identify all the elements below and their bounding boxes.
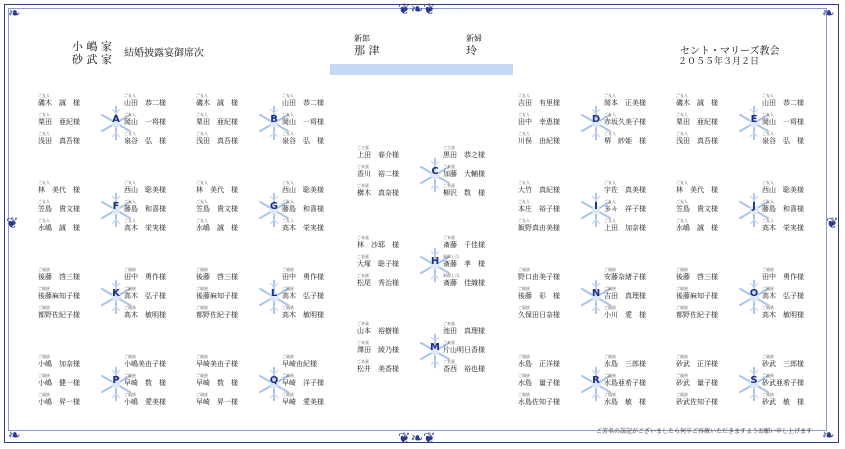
- guest-name: 後藤 彩 様: [518, 292, 560, 300]
- guest-name: 高木 弘子様: [762, 292, 804, 300]
- guest-group: ご来賓: [443, 321, 455, 326]
- guest-name: 笠島 貴文様: [196, 205, 238, 213]
- guest-name: 大竹 真紀様: [518, 186, 560, 194]
- guest-name: 多々 祥子様: [604, 205, 646, 213]
- guest-name: 藤島 和喜様: [124, 205, 166, 213]
- table-d: [516, 93, 666, 153]
- guest-name: 都野佐紀子様: [676, 311, 718, 319]
- guest-name: 西山 聡美様: [762, 186, 804, 194]
- guest-group: ご親族: [676, 392, 688, 397]
- guest-name: 磯木 誠 様: [38, 99, 80, 107]
- guest-group: ご親族: [518, 392, 530, 397]
- guest-group: ご親族: [282, 286, 294, 291]
- guest-group: ご親族: [124, 373, 136, 378]
- guest-group: ご友人: [38, 180, 50, 185]
- guest-group: ご親族: [38, 373, 50, 378]
- guest-group: ご友人: [762, 131, 774, 136]
- guest-name: 斎藤 佳織様: [443, 279, 485, 287]
- guest-group: ご来賓: [443, 183, 455, 188]
- guest-name: 水島 三郎様: [604, 360, 646, 368]
- guest-name: 上田 春介様: [357, 151, 399, 159]
- table-e: [674, 93, 824, 153]
- groom-role: 新郎: [354, 34, 370, 43]
- guest-group: ご親族: [676, 373, 688, 378]
- guest-group: ご親族: [604, 354, 616, 359]
- guest-name: 浅田 真吾様: [676, 137, 718, 145]
- table-j: [674, 180, 824, 240]
- guest-group: ご友人: [196, 112, 208, 117]
- family-left-2: 砂 武 家: [72, 53, 112, 66]
- guest-name: 栗田 亜紀様: [38, 118, 80, 126]
- guest-name: 高木 弘子様: [282, 292, 324, 300]
- guest-name: 高木 敏明様: [762, 311, 804, 319]
- guest-name: 磯木 誠 様: [196, 99, 238, 107]
- guest-group: ご主賓: [443, 145, 455, 150]
- guest-group: ご来賓: [443, 359, 455, 364]
- guest-group: ご友人: [124, 131, 136, 136]
- guest-group: ご親族: [282, 373, 294, 378]
- guest-name: 上田 加奈様: [604, 224, 646, 232]
- table-label: Q: [269, 375, 279, 386]
- guest-group: ご友人: [762, 112, 774, 117]
- table-s: [674, 354, 824, 414]
- table-h: [355, 235, 505, 295]
- guest-group: ご親族: [762, 373, 774, 378]
- guest-name: 泉谷 弘 様: [124, 137, 166, 145]
- guest-group: ご来賓: [357, 164, 369, 169]
- table-label: R: [592, 375, 600, 386]
- guest-name: 本庄 裕子様: [518, 205, 560, 213]
- side-ornament-right: ❦: [826, 214, 839, 232]
- guest-name: 高木 敏明様: [282, 311, 324, 319]
- guest-name: 後藤麻知子様: [196, 292, 238, 300]
- table-a: [36, 93, 186, 153]
- guest-group: ご友人: [38, 199, 50, 204]
- guest-name: 山田 恭二様: [762, 99, 804, 107]
- guest-group: ご親族: [762, 267, 774, 272]
- guest-group: ご親族: [518, 354, 530, 359]
- corner-ornament-bl: ❧: [8, 426, 21, 444]
- guest-group: 新郎上司: [443, 254, 459, 259]
- guest-group: ご友人: [762, 199, 774, 204]
- guest-name: 後藤 啓三様: [196, 273, 238, 281]
- table-c: [355, 145, 505, 205]
- guest-group: ご来賓: [443, 164, 455, 169]
- guest-group: ご友人: [38, 93, 50, 98]
- guest-name: 笠島 貴文様: [676, 205, 718, 213]
- guest-name: 田中 勇作様: [124, 273, 166, 281]
- guest-group: ご親族: [518, 286, 530, 291]
- guest-name: 香西 裕也様: [443, 365, 485, 373]
- guest-name: 林 美代 様: [676, 186, 718, 194]
- guest-name: 高木 栄実様: [124, 224, 166, 232]
- guest-group: ご親族: [38, 267, 50, 272]
- guest-group: ご友人: [196, 131, 208, 136]
- guest-group: ご来賓: [443, 340, 455, 345]
- guest-name: 早崎 愛美様: [282, 398, 324, 406]
- guest-group: ご友人: [604, 131, 616, 136]
- top-ornament: ❦❧❦: [398, 0, 436, 18]
- table-label: F: [112, 201, 120, 212]
- guest-group: ご友人: [676, 199, 688, 204]
- guest-name: 宇佐 真美様: [604, 186, 646, 194]
- guest-name: 藤島 和喜様: [762, 205, 804, 213]
- guest-group: ご友人: [518, 112, 530, 117]
- guest-group: ご来賓: [357, 273, 369, 278]
- table-m: [355, 321, 505, 381]
- guest-group: ご友人: [282, 93, 294, 98]
- guest-name: 砂武 三郎様: [762, 360, 804, 368]
- guest-group: ご友人: [282, 131, 294, 136]
- head-table-bar: [330, 64, 513, 75]
- guest-group: ご親族: [124, 286, 136, 291]
- guest-group: ご親族: [196, 305, 208, 310]
- table-q: [194, 354, 344, 414]
- guest-name: 田中 勇作様: [762, 273, 804, 281]
- guest-group: ご親族: [124, 392, 136, 397]
- table-label: E: [750, 114, 758, 125]
- guest-name: 大塚 聡子様: [357, 260, 399, 268]
- side-ornament-left: ❦: [6, 214, 19, 232]
- guest-group: ご親族: [196, 392, 208, 397]
- table-label: K: [112, 288, 120, 299]
- guest-group: ご親族: [604, 286, 616, 291]
- table-r: [516, 354, 666, 414]
- guest-group: ご親族: [676, 305, 688, 310]
- event-date: ２０５５年３月２日: [678, 57, 760, 67]
- guest-group: ご友人: [196, 93, 208, 98]
- guest-name: 田中 勇作様: [282, 273, 324, 281]
- guest-group: ご友人: [124, 180, 136, 185]
- guest-group: ご親族: [676, 286, 688, 291]
- guest-name: 斎藤 孝 様: [443, 260, 485, 268]
- guest-name: 早崎 洋子様: [282, 379, 324, 387]
- venue-name: セント・マリーズ教会: [680, 46, 780, 57]
- guest-group: ご友人: [676, 131, 688, 136]
- guest-group: ご友人: [124, 199, 136, 204]
- guest-group: ご親族: [124, 267, 136, 272]
- guest-name: 高木 栄実様: [762, 224, 804, 232]
- guest-name: 早崎由紀様: [282, 360, 317, 368]
- guest-name: 横木 真奈様: [357, 189, 399, 197]
- footer-note: ご芳名の誤記がございましたら何卒ご容赦いただきますようお願い申し上げます: [596, 428, 813, 435]
- guest-name: 岡山 一将様: [762, 118, 804, 126]
- guest-name: 水嶋 誠 様: [38, 224, 80, 232]
- table-g: [194, 180, 344, 240]
- guest-name: 小嶋 愛美様: [124, 398, 166, 406]
- guest-group: ご主賓: [357, 145, 369, 150]
- table-label: B: [270, 114, 278, 125]
- guest-group: ご親族: [196, 286, 208, 291]
- guest-group: ご友人: [196, 199, 208, 204]
- guest-group: ご友人: [282, 199, 294, 204]
- guest-name: 山田 恭二様: [124, 99, 166, 107]
- guest-group: ご親族: [676, 354, 688, 359]
- guest-name: 山田 恭二様: [282, 99, 324, 107]
- guest-name: 野口由美子様: [518, 273, 560, 281]
- guest-group: ご親族: [196, 354, 208, 359]
- guest-name: 香川 裕二様: [357, 170, 399, 178]
- guest-group: ご親族: [604, 267, 616, 272]
- guest-group: ご友人: [282, 218, 294, 223]
- guest-name: 後藤 啓三様: [38, 273, 80, 281]
- table-label: J: [752, 201, 756, 212]
- guest-name: 斎藤 千佳様: [443, 241, 485, 249]
- guest-name: 西山 聡美様: [124, 186, 166, 194]
- guest-name: 池田 真理様: [443, 327, 485, 335]
- guest-group: ご友人: [124, 112, 136, 117]
- guest-group: ご親族: [762, 354, 774, 359]
- guest-group: ご友人: [604, 180, 616, 185]
- guest-group: ご友人: [676, 180, 688, 185]
- guest-name: 砂武 正洋様: [676, 360, 718, 368]
- guest-name: 藤島 和喜様: [282, 205, 324, 213]
- guest-name: 水島 量子様: [518, 379, 560, 387]
- guest-name: 林 美代 様: [196, 186, 238, 194]
- guest-name: 笠島 貴文様: [38, 205, 80, 213]
- guest-group: ご親族: [604, 305, 616, 310]
- guest-name: 栗田 亜紀様: [196, 118, 238, 126]
- table-i: [516, 180, 666, 240]
- guest-group: ご友人: [518, 93, 530, 98]
- guest-group: ご親族: [38, 392, 50, 397]
- table-k: [36, 267, 186, 327]
- table-f: [36, 180, 186, 240]
- guest-group: ご友人: [518, 180, 530, 185]
- guest-group: ご友人: [676, 218, 688, 223]
- guest-name: 小嶋 健一様: [38, 379, 80, 387]
- table-p: [36, 354, 186, 414]
- guest-name: 砂武亜希子様: [762, 379, 804, 387]
- guest-name: 泉谷 弘 様: [762, 137, 804, 145]
- guest-group: ご来賓: [357, 235, 369, 240]
- guest-name: 後藤麻知子様: [676, 292, 718, 300]
- guest-name: 小嶋美由子様: [124, 360, 166, 368]
- guest-name: 小嶋 昇一様: [38, 398, 80, 406]
- guest-group: ご友人: [38, 131, 50, 136]
- guest-group: ご友人: [282, 112, 294, 117]
- guest-name: 水島佐知子様: [518, 398, 560, 406]
- bottom-ornament: ❦❧❦: [398, 429, 436, 447]
- guest-group: ご友人: [518, 131, 530, 136]
- guest-name: 早崎美由子様: [196, 360, 238, 368]
- guest-name: 高木 敏明様: [124, 311, 166, 319]
- guest-name: 都野佐紀子様: [196, 311, 238, 319]
- guest-name: 水嶋 誠 様: [676, 224, 718, 232]
- guest-name: 黒田 恭之様: [443, 151, 485, 159]
- table-label: N: [591, 288, 601, 299]
- table-label: M: [430, 342, 440, 353]
- table-label: S: [750, 375, 758, 386]
- guest-name: 早崎 数 様: [124, 379, 166, 387]
- guest-group: ご来賓: [357, 321, 369, 326]
- guest-group: ご親族: [762, 286, 774, 291]
- guest-name: 西山 聡美様: [282, 186, 324, 194]
- guest-name: 堺 紗姫 様: [604, 137, 646, 145]
- guest-name: 後藤 啓三様: [676, 273, 718, 281]
- guest-group: ご友人: [124, 93, 136, 98]
- guest-group: ご友人: [518, 218, 530, 223]
- guest-name: 飯野真由美様: [518, 224, 560, 232]
- guest-name: 赤坂久美子様: [604, 118, 646, 126]
- table-label: D: [591, 114, 601, 125]
- guest-name: 久保田日奈様: [518, 311, 560, 319]
- guest-name: 水島 敏 様: [604, 398, 646, 406]
- guest-group: ご親族: [282, 267, 294, 272]
- groom-name: 那 津: [354, 44, 380, 57]
- guest-name: 砂武 量子様: [676, 379, 718, 387]
- guest-name: 浅田 真吾様: [38, 137, 80, 145]
- guest-group: ご親族: [282, 392, 294, 397]
- guest-name: 吉田 有里様: [518, 99, 560, 107]
- guest-group: ご親族: [282, 305, 294, 310]
- corner-ornament-tl: ❧: [8, 4, 21, 22]
- table-l: [194, 267, 344, 327]
- guest-group: ご友人: [676, 112, 688, 117]
- guest-group: ご友人: [762, 93, 774, 98]
- guest-group: ご友人: [604, 112, 616, 117]
- guest-group: ご親族: [518, 267, 530, 272]
- guest-name: 川俣 由紀様: [518, 137, 560, 145]
- guest-name: 林 美代 様: [38, 186, 80, 194]
- guest-group: ご親族: [38, 305, 50, 310]
- guest-name: 松尾 秀治様: [357, 279, 399, 287]
- guest-name: 後藤麻知子様: [38, 292, 80, 300]
- table-o: [674, 267, 824, 327]
- guest-name: 柳沢 数 様: [443, 189, 485, 197]
- family-left-1: 小 嶋 家: [72, 40, 112, 53]
- guest-name: 岡山 一将様: [124, 118, 166, 126]
- guest-name: 吉田 真理様: [604, 292, 646, 300]
- corner-ornament-tr: ❧: [822, 4, 835, 22]
- guest-name: 早崎 数 様: [196, 379, 238, 387]
- guest-group: ご友人: [676, 93, 688, 98]
- guest-name: 安藤奈緒子様: [604, 273, 646, 281]
- guest-group: ご来賓: [357, 183, 369, 188]
- table-label: H: [430, 256, 440, 267]
- guest-group: ご親族: [604, 392, 616, 397]
- table-label: A: [112, 114, 120, 125]
- guest-group: ご友人: [196, 180, 208, 185]
- guest-name: 高木 栄実様: [282, 224, 324, 232]
- guest-group: ご友人: [762, 218, 774, 223]
- guest-group: ご友人: [124, 218, 136, 223]
- guest-group: 新郎上司: [443, 273, 459, 278]
- guest-name: 水島亜希子様: [604, 379, 646, 387]
- guest-group: ご友人: [282, 180, 294, 185]
- bride-name: 玲: [466, 44, 477, 57]
- event-title: 結婚披露宴御席次: [124, 48, 204, 59]
- guest-group: ご来賓: [443, 235, 455, 240]
- guest-group: ご友人: [604, 218, 616, 223]
- guest-name: 砂武佐知子様: [676, 398, 718, 406]
- guest-group: ご親族: [762, 392, 774, 397]
- guest-name: 水島 正洋様: [518, 360, 560, 368]
- corner-ornament-br: ❧: [822, 426, 835, 444]
- guest-name: 松井 美香様: [357, 365, 399, 373]
- guest-group: ご親族: [196, 373, 208, 378]
- guest-group: ご友人: [196, 218, 208, 223]
- guest-group: ご親族: [518, 373, 530, 378]
- guest-group: ご親族: [196, 267, 208, 272]
- guest-name: 磯木 誠 様: [676, 99, 718, 107]
- guest-name: 砂武 敏 様: [762, 398, 804, 406]
- guest-group: ご来賓: [357, 340, 369, 345]
- guest-group: ご友人: [38, 218, 50, 223]
- table-label: L: [270, 288, 278, 299]
- guest-group: ご友人: [518, 199, 530, 204]
- guest-name: 水嶋 誠 様: [196, 224, 238, 232]
- guest-group: ご友人: [604, 199, 616, 204]
- guest-group: ご友人: [38, 112, 50, 117]
- table-label: P: [112, 375, 120, 386]
- guest-name: 片山明日香様: [443, 346, 485, 354]
- guest-group: ご親族: [124, 305, 136, 310]
- bride-role: 新婦: [466, 34, 482, 43]
- table-label: G: [269, 201, 279, 212]
- guest-name: 早崎 昇一様: [196, 398, 238, 406]
- guest-name: 岡山 一将様: [282, 118, 324, 126]
- guest-name: 岡本 正美様: [604, 99, 646, 107]
- guest-group: ご親族: [676, 267, 688, 272]
- table-label: C: [431, 166, 439, 177]
- table-n: [516, 267, 666, 327]
- guest-name: 山本 裕樹様: [357, 327, 399, 335]
- guest-group: ご友人: [604, 93, 616, 98]
- guest-group: ご来賓: [357, 254, 369, 259]
- guest-name: 栗田 亜紀様: [676, 118, 718, 126]
- table-label: O: [749, 288, 759, 299]
- guest-name: 高木 弘子様: [124, 292, 166, 300]
- guest-group: ご親族: [604, 373, 616, 378]
- guest-group: ご来賓: [357, 359, 369, 364]
- guest-group: ご親族: [38, 286, 50, 291]
- guest-name: 都野佐紀子様: [38, 311, 80, 319]
- guest-name: 小川 愛 様: [604, 311, 646, 319]
- guest-group: ご友人: [762, 180, 774, 185]
- guest-name: 泉谷 弘 様: [282, 137, 324, 145]
- guest-group: ご親族: [38, 354, 50, 359]
- guest-name: 澤田 綾乃様: [357, 346, 399, 354]
- guest-name: 田中 幸恵様: [518, 118, 560, 126]
- table-b: [194, 93, 344, 153]
- guest-group: ご親族: [518, 305, 530, 310]
- guest-group: ご親族: [124, 354, 136, 359]
- guest-name: 浅田 真吾様: [196, 137, 238, 145]
- guest-name: 林 沙耶 様: [357, 241, 399, 249]
- guest-group: ご親族: [282, 354, 294, 359]
- guest-name: 加藤 大輔様: [443, 170, 485, 178]
- table-label: I: [594, 201, 598, 212]
- guest-group: ご親族: [762, 305, 774, 310]
- guest-name: 小嶋 加奈様: [38, 360, 80, 368]
